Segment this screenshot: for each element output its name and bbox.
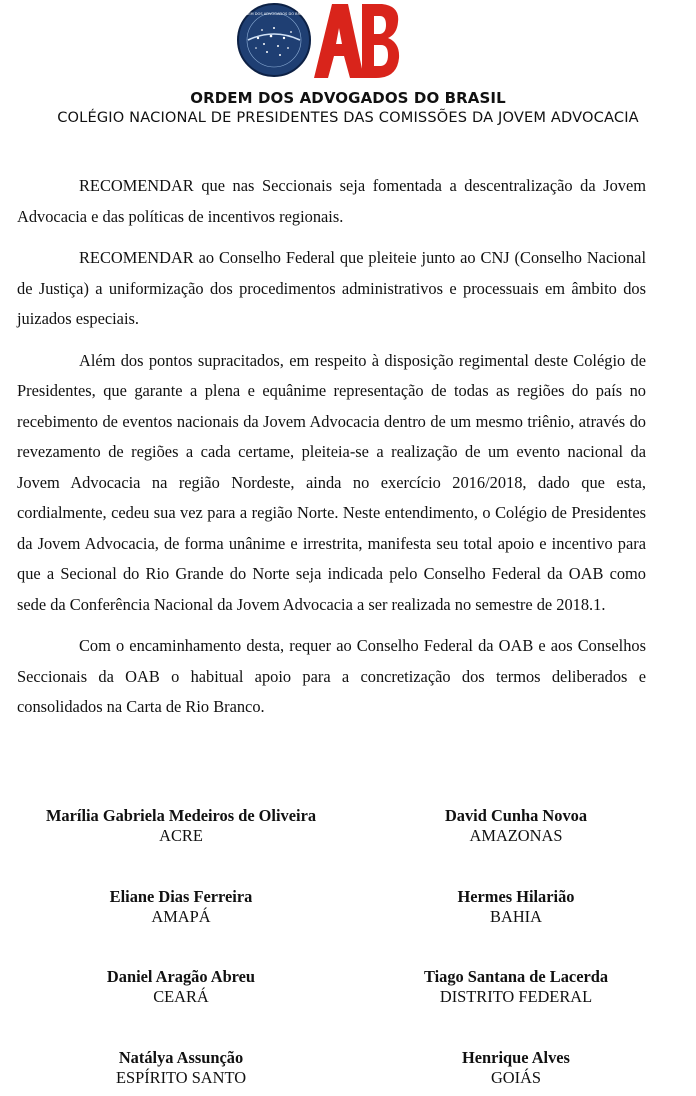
signature <box>16 1048 346 1088</box>
paragraph: Com o encaminhamento desta, requer ao Conselho Federal da OAB e aos Conselhos Seccionais da OAB o habitual apoio para a concretização dos termos deliberados e consolidados na Carta de Rio Branco. <box>17 636 646 716</box>
oab-letters <box>314 4 399 78</box>
document-body <box>17 171 646 734</box>
signatory-name: Daniel Aragão Abreu <box>106 967 256 986</box>
signatory-name: Tiago Santana de Lacerda <box>423 967 609 986</box>
signature <box>351 806 681 846</box>
signature <box>351 1048 681 1088</box>
signatory-state: ACRE <box>159 826 203 845</box>
oab-logo <box>236 0 400 80</box>
signature <box>351 887 681 927</box>
signatory-name: Eliane Dias Ferreira <box>109 887 253 906</box>
paragraph: Além dos pontos supracitados, em respeito à disposição regimental deste Colégio de Presidentes, que garante a plena e equânime representação de todas as regiões do país no recebimento de eventos nacionais da Jovem Advocacia dentro de um mesmo triênio, através do revezamento de regiões a cada certame, pleiteia-se a realização de um evento nacional da Jovem Advocacia na região Nordeste, ainda no exercício 2016/2018, dado que esta, cordialmente, cedeu sua vez para a região Norte. Neste entendimento, o Colégio de Presidentes da Jovem Advocacia, de forma unânime e irrestrita, manifesta seu total apoio e incentivo para que a Secional do Rio Grande do Norte seja indicada pelo Conselho Federal da OAB como sede da Conferência Nacional da Jovem Advocacia a ser realizada no semestre de 2018.1. <box>17 350 646 614</box>
signature-row <box>0 887 696 935</box>
signatory-state: CEARÁ <box>153 987 209 1006</box>
seal-lettering: ORDEM DOS ADVOGADOS DO BRASIL <box>240 12 308 16</box>
paragraph: RECOMENDAR ao Conselho Federal que pleiteie junto ao CNJ (Conselho Nacional de Justiça) a uniformização dos procedimentos administrativos e processuais em âmbito dos juizados especiais. <box>17 248 646 328</box>
signatory-state: ESPÍRITO SANTO <box>115 1068 247 1087</box>
signature-row <box>0 967 696 1015</box>
signature <box>16 967 346 1007</box>
signatory-state: DISTRITO FEDERAL <box>439 987 593 1006</box>
signature <box>16 806 346 846</box>
signature-row <box>0 806 696 854</box>
letterhead <box>0 0 696 132</box>
paragraph: RECOMENDAR que nas Seccionais seja fomentada a descentralização da Jovem Advocacia e das políticas de incentivos regionais. <box>17 176 646 226</box>
signatory-name: Henrique Alves <box>462 1048 570 1067</box>
signatory-state: AMAZONAS <box>469 826 563 845</box>
signature <box>16 887 346 927</box>
signatory-name: Marília Gabriela Medeiros de Oliveira <box>45 806 317 825</box>
signatory-name: Hermes Hilarião <box>457 887 575 906</box>
college-name: COLÉGIO NACIONAL DE PRESIDENTES DAS COMISSÕES DA JOVEM ADVOCACIA <box>57 109 639 126</box>
logo-text: OAB <box>236 0 239 1</box>
signature <box>351 967 681 1007</box>
signatory-name: Natálya Assunção <box>118 1048 244 1067</box>
signatory-state: BAHIA <box>490 907 542 926</box>
signatory-state: GOIÁS <box>490 1068 542 1087</box>
signatory-state: AMAPÁ <box>151 907 211 926</box>
signatory-name: David Cunha Novoa <box>444 806 588 825</box>
org-name: ORDEM DOS ADVOGADOS DO BRASIL <box>190 89 506 107</box>
